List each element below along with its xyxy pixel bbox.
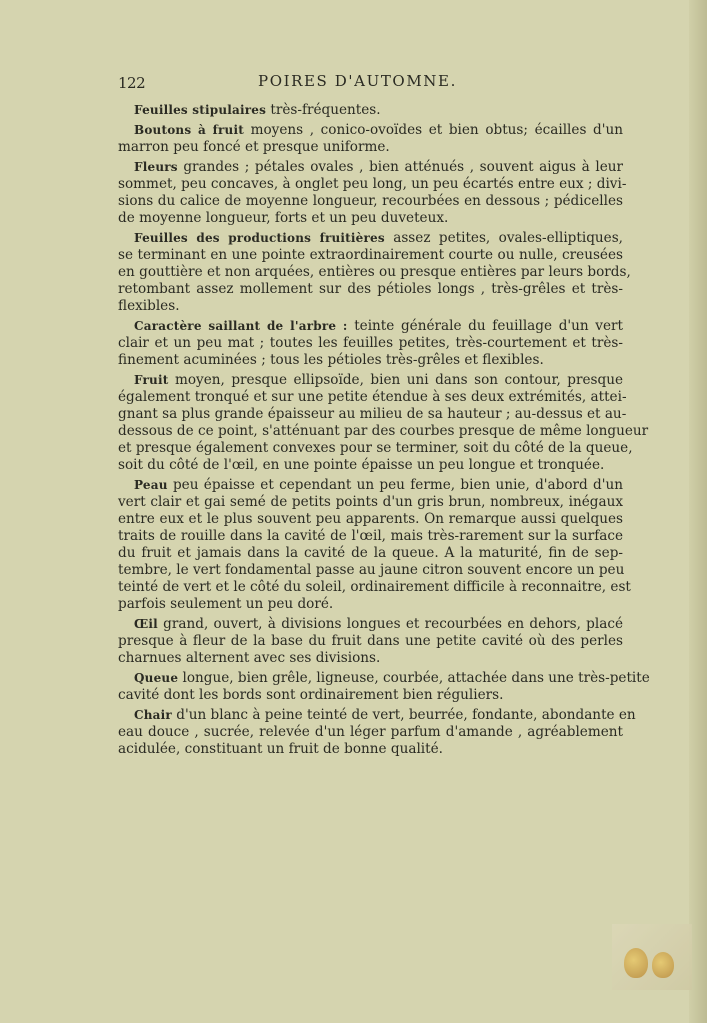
text-line [118,477,623,494]
text-line [118,102,623,119]
line-text: moyen, presque ellipsoïde, bien uni dans son contour, presque [168,372,623,388]
line-text: peu épaisse et cependant un peu ferme, bien unie, d'abord d'un [167,477,623,493]
paragraph [118,318,623,369]
text-line [118,423,649,440]
text-line [118,318,623,335]
paragraph [118,477,631,613]
text-line [118,335,623,352]
line-text: flexibles. [118,298,180,314]
page-body [118,102,650,761]
paragraph-term: Feuilles stipulaires [134,103,267,117]
text-line [118,440,633,457]
line-text: en gouttière et non arquées, entières ou presque entières par leurs bords, [118,264,631,280]
text-line [118,406,627,423]
line-text: grandes ; pétales ovales , bien atténués , souvent aigus à leur [177,159,623,175]
text-line [118,633,623,650]
line-text: finement acuminées ; tous les pétioles très-grêles et flexibles. [118,352,544,368]
paragraph [118,230,631,315]
text-line [118,687,623,704]
line-text: gnant sa plus grande épaisseur au milieu de sa hauteur ; au-dessus et au- [118,406,627,422]
line-text: parfois seulement un peu doré. [118,596,334,612]
text-line [118,650,623,667]
text-line [118,389,627,406]
text-line [118,352,623,369]
line-text: presque à fleur de la base du fruit dans une petite cavité où des perles [118,633,623,649]
line-text: retombant assez mollement sur des pétioles longs , très-grêles et très- [118,281,623,297]
line-text: acidulée, constituant un fruit de bonne qualité. [118,741,443,757]
line-text: moyens , conico-ovoïdes et bien obtus; écailles d'un [243,122,623,138]
line-text: assez petites, ovales-elliptiques, [384,230,623,246]
text-line [118,596,623,613]
line-text: teinté de vert et le côté du soleil, ordinairement difficile à reconnaitre, est [118,579,631,595]
text-line [118,210,623,227]
text-line [118,159,623,176]
line-text: grand, ouvert, à divisions longues et recourbées en dehors, placé [157,616,623,632]
text-line [118,579,631,596]
line-text: cavité dont les bords sont ordinairement bien réguliers. [118,687,504,703]
paragraph [118,159,627,227]
paragraph [118,372,649,474]
text-line [118,193,623,210]
pear-icon [624,948,648,978]
pear-illustration-thumbnail [612,924,692,990]
paragraph [118,616,623,667]
text-line [118,298,623,315]
paragraph-term: Chair [134,708,172,722]
paragraph-term: Peau [134,478,168,492]
page-edge-shadow [689,0,707,1023]
paragraph-term: Œil [134,617,158,631]
text-line [118,122,623,139]
text-line [118,724,623,741]
line-text: longue, bien grêle, ligneuse, courbée, attachée dans une très-petite [178,670,650,686]
paragraph-term: Caractère saillant de l'arbre : [134,319,348,333]
text-line [118,139,623,156]
line-text: de moyenne longueur, forts et un peu duveteux. [118,210,449,226]
line-text: très-fréquentes. [266,102,381,118]
paragraph-term: Fruit [134,373,169,387]
line-text: charnues alternent avec ses divisions. [118,650,381,666]
line-text: se terminant en une pointe extraordinairement courte ou nulle, creusées [118,247,623,263]
running-title: POIRES D'AUTOMNE. [258,72,457,90]
text-line [118,670,650,687]
text-line [118,511,623,528]
paragraph-term: Boutons à fruit [134,123,244,137]
paragraph [118,707,636,758]
line-text: tembre, le vert fondamental passe au jaune citron souvent encore un peu [118,562,625,578]
text-line [118,528,623,545]
text-line [118,494,623,511]
line-text: vert clair et gai semé de petits points d'un gris brun, nombreux, inégaux [118,494,623,510]
pear-icon [652,952,674,978]
line-text: également tronqué et sur une petite étendue à ses deux extrémités, attei- [118,389,627,405]
text-line [118,230,623,247]
line-text: teinte générale du feuillage d'un vert [347,318,623,334]
line-text: traits de rouille dans la cavité de l'œil, mais très-rarement sur la surface [118,528,623,544]
text-line [118,372,623,389]
text-line [118,457,623,474]
line-text: du fruit et jamais dans la cavité de la queue. A la maturité, fin de sep- [118,545,623,561]
line-text: sommet, peu concaves, à onglet peu long, un peu écartés entre eux ; divi- [118,176,627,192]
paragraph [118,122,623,156]
text-line [118,281,623,298]
text-line [118,176,627,193]
line-text: entre eux et le plus souvent peu apparents. On remarque aussi quelques [118,511,623,527]
text-line [118,741,623,758]
page-number: 122 [118,74,146,92]
line-text: marron peu foncé et presque uniforme. [118,139,390,155]
line-text: clair et un peu mat ; toutes les feuilles petites, très-courtement et très- [118,335,623,351]
line-text: sions du calice de moyenne longueur, recourbées en dessous ; pédicelles [118,193,623,209]
text-line [118,562,623,579]
text-line [118,545,623,562]
line-text: eau douce , sucrée, relevée d'un léger parfum d'amande , agréablement [118,724,623,740]
text-line [118,707,636,724]
line-text: soit du côté de l'œil, en une pointe épaisse un peu longue et tronquée. [118,457,605,473]
paragraph [118,102,623,119]
line-text: et presque également convexes pour se terminer, soit du côté de la queue, [118,440,633,456]
line-text: d'un blanc à peine teinté de vert, beurrée, fondante, abondante en [171,707,636,723]
line-text: dessous de ce point, s'atténuant par des courbes presque de même longueur [118,423,649,439]
paragraph-term: Queue [134,671,179,685]
text-line [118,264,631,281]
paragraph [118,670,650,704]
paragraph-term: Fleurs [134,160,178,174]
page-header [118,72,623,92]
text-line [118,247,623,264]
text-line [118,616,623,633]
paragraph-term: Feuilles des productions fruitières [134,231,385,245]
